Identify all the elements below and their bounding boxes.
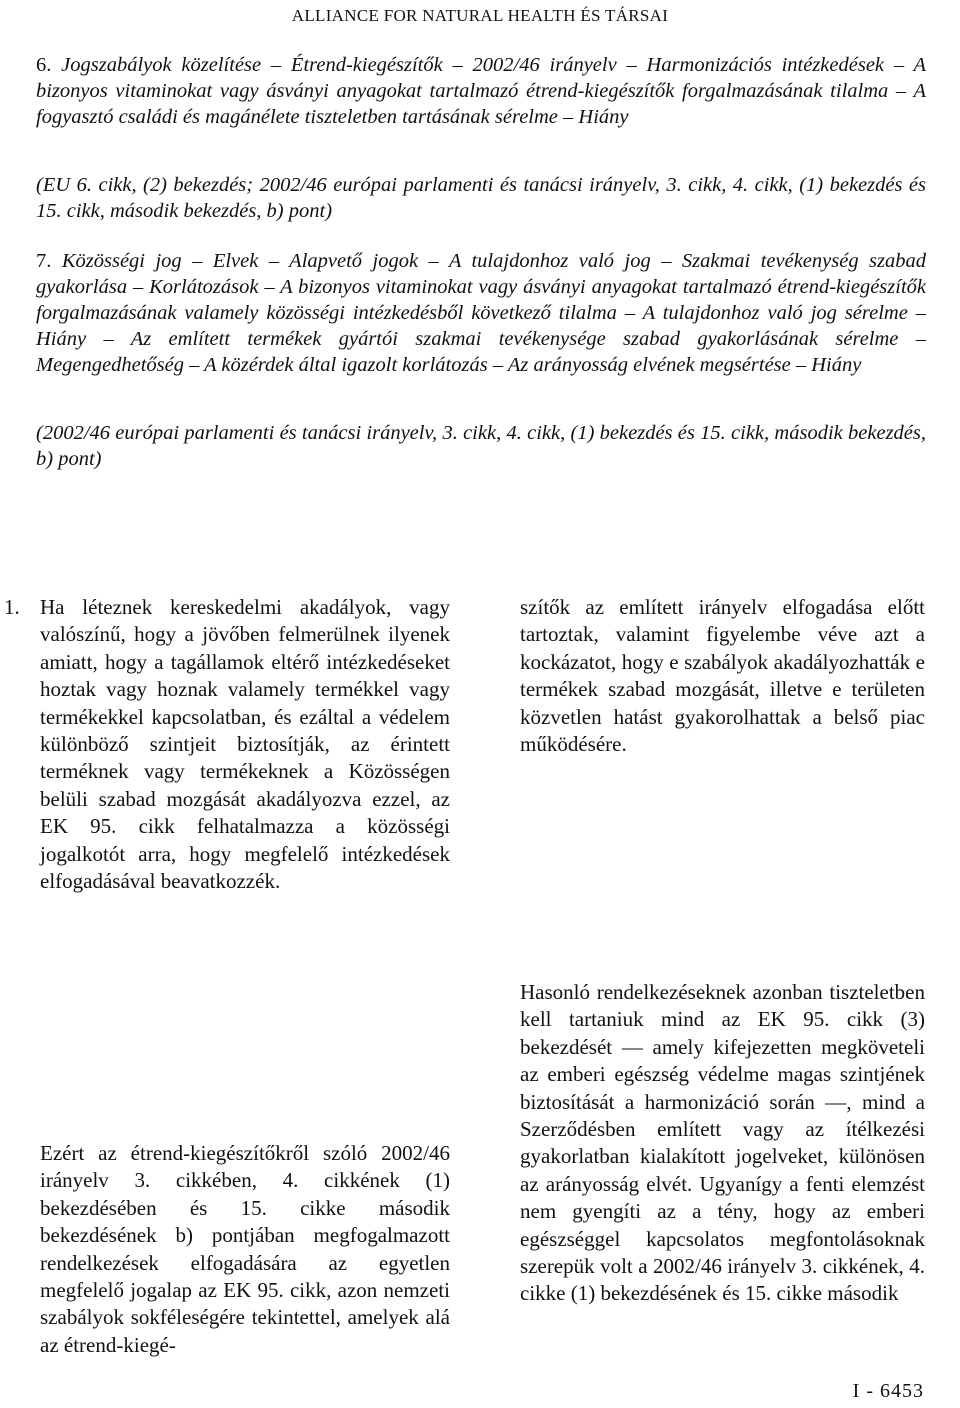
summary-7 [36, 248, 926, 378]
body-paragraph-2-left: Ezért az étrend-kiegészítőkről szóló 2002/46 irányelv 3. cikkében, 4. cikkének (1) bekezdésében és 15. cikke második bekezdésének b) pontjában megfogalmazott rendelkezések elfogadására az egyetlen megfelelő jogalap az EK 95. cikk, azon nemzeti szabályok sokféleségére tekintettel, amelyek alá az étrend-kiegé- [40, 1141, 450, 1357]
body-paragraph-1-left [4, 594, 450, 895]
body-paragraph-2-right: Hasonló rendelkezéseknek azonban tiszteletben kell tartaniuk mind az EK 95. cikk (3) bekezdését — amely kifejezetten megköveteli az emberi egészség védelme magas szintjének biztosítását a harmonizáció során —, mind a Szerződésben említett vagy az ítélkezési gyakorlatban kialakított jogelveket, különösen az arányosság elvét. Ugyanígy a fenti elemzést nem gyengíti az a tény, hogy az emberi egészséggel kapcsolatos megfontolásoknak szerepük volt a 2002/46 irányelv 3. cikkének, 4. cikke (1) bekezdésének és 15. cikke második [520, 980, 925, 1306]
summary-text: Közösségi jog – Elvek – Alapvető jogok – A tulajdonhoz való jog – Szakmai tevékenység szabad gyakorlása – Korlátozások – A bizonyos vitaminokat vagy ásványi anyagokat tartalmazó étrend-kiegészítők forgalmazásának valamely közösségi intézkedésből következő tilalma – A tulajdonhoz való jog sérelme – Hiány – Az említett termékek gyártói szakmai tevékenysége szabad gyakorlásának sérelme – Megengedhetőség – A közérdek által igazolt korlátozás – Az arányosság elvének megsértése – Hiány [36, 250, 926, 376]
summary-number: 7. [36, 250, 52, 272]
summary-text: Jogszabályok közelítése – Étrend-kiegészítők – 2002/46 irányelv – Harmonizációs intézkedések – A bizonyos vitaminokat vagy ásványi anyagokat tartalmazó étrend-kiegészítők forgalmazásának tilalma – A fogyasztó családi és magánélete tiszteletben tartásának sérelme – Hiány [36, 54, 927, 128]
page-number: I - 6453 [852, 1380, 924, 1402]
summary-6 [36, 52, 926, 130]
paragraph-text: Ha léteznek kereskedelmi akadályok, vagy valószínű, hogy a jövőben felmerülnek ilyenek amiatt, hogy a tagállamok eltérő intézkedéseket hoztak vagy hoznak valamely termékkel vagy termékekkel kapcsolatban, és ezáltal a védelem különböző szintjeit biztosítják, az érintett terméknek vagy termékeknek a Közösségen belüli szabad mozgását akadályozva ezzel, az EK 95. cikk felhatalmazza a közösségi jogalkotót arra, hogy megfelelő intézkedések elfogadásával beavatkozzék. [40, 595, 450, 894]
summary-6-reference: (EU 6. cikk, (2) bekezdés; 2002/46 európai parlamenti és tanácsi irányelv, 3. cikk, 4. cikk, (1) bekezdés és 15. cikk, második bekezdés, b) pont) [36, 174, 926, 222]
body-paragraph-1-right: szítők az említett irányelv elfogadása előtt tartoztak, valamint figyelembe véve azt a kockázatot, hogy e szabályok akadályozhatták e termékek szabad mozgását, illetve e területen közvetlen hatást gyakorolhattak a belső piac működésére. [520, 595, 925, 757]
running-header: ALLIANCE FOR NATURAL HEALTH ÉS TÁRSAI [291, 6, 669, 25]
summary-number: 6. [36, 54, 52, 76]
summary-7-reference: (2002/46 európai parlamenti és tanácsi irányelv, 3. cikk, 4. cikk, (1) bekezdés és 15. cikk, második bekezdés, b) pont) [36, 422, 926, 470]
paragraph-number: 1. [4, 595, 20, 619]
